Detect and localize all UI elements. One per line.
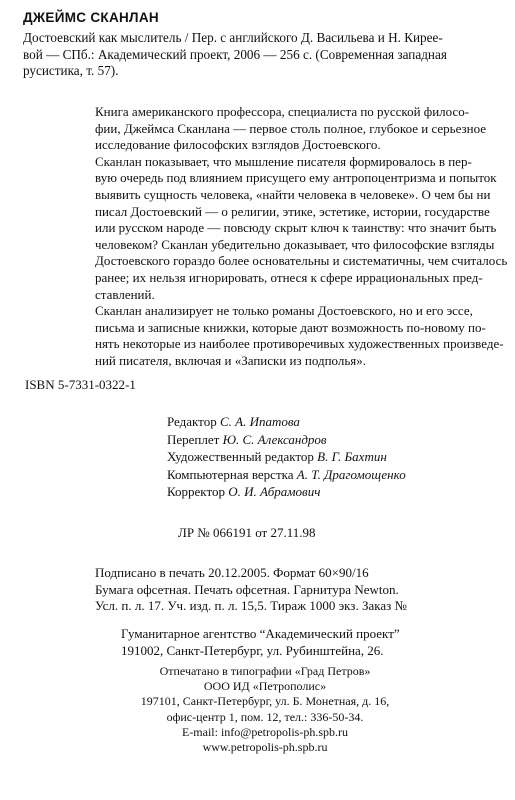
credit-name: Ю. С. Александров [222, 431, 327, 447]
annotation-line: или русском народе — повсюду скрыт ключ к таинству: что значит быть [95, 220, 497, 236]
annotation-line: вую очередь под влиянием присущего ему антропоцентризма и попыток [95, 170, 497, 186]
bib-line: русистика, т. 57). [23, 63, 119, 78]
credit-name: О. И. Абрамович [228, 484, 321, 499]
author-heading: ДЖЕЙМС СКАНЛАН [23, 10, 159, 25]
annotation-line: нять некоторые из наиболее противоречивых художественных произведе- [95, 336, 504, 352]
printing-house-info [120, 664, 410, 755]
credit-role: Редактор [167, 414, 217, 429]
printing-house-website: www.petropolis-ph.spb.ru [202, 740, 328, 755]
publisher-line: Гуманитарное агентство “Академический проект” [121, 626, 400, 641]
annotation-line: выявить сущность человека, «найти человека в человеке». О чем бы ни [95, 186, 491, 202]
printing-house-line: ООО ИД «Петрополис» [203, 679, 327, 694]
annotation-line: фии, Джеймса Сканлана — первое столь полное, глубокое и серьезное [95, 120, 487, 136]
credit-name: В. Г. Бахтин [317, 449, 387, 464]
annotation-line: ранее; их нельзя игнорировать, отнеся к сфере иррациональных пред- [95, 269, 483, 285]
bib-line: Достоевский как мыслитель / Пер. с английского Д. Васильева и Н. Кирее- [23, 30, 443, 45]
credit-row [167, 448, 406, 466]
credit-name: А. Т. Драгомощенко [296, 466, 406, 482]
annotation-line: Сканлан показывает, что мышление писателя формировалось в пер- [95, 153, 472, 169]
printing-house-line: офис-центр 1, пом. 12, тел.: 336-50-34. [166, 709, 364, 724]
annotation-line: ний писателя, включая и «Записки из подполья». [95, 352, 367, 368]
credit-row [167, 431, 406, 449]
credit-role: Компьютерная верстка [167, 466, 294, 482]
publisher-line: 191002, Санкт-Петербург, ул. Рубинштейна, 26. [121, 642, 384, 658]
print-line: Усл. п. л. 17. Уч. изд. п. л. 15,5. Тираж 1000 экз. Заказ № [95, 598, 407, 613]
credit-row [167, 466, 406, 484]
annotation-line: человеком? Сканлан убедительно доказывает, что философские взгляды [95, 236, 495, 252]
bib-line: вой — СПб.: Академический проект, 2006 — 256 с. (Современная западная [23, 46, 447, 62]
annotation-line: Сканлан анализирует не только романы Достоевского, но и его эссе, [95, 303, 473, 319]
credit-role: Художественный редактор [167, 449, 314, 464]
annotation-line: ставлений. [95, 286, 155, 302]
credit-role: Корректор [167, 484, 225, 499]
isbn: ISBN 5-7331-0322-1 [25, 377, 136, 392]
print-line: Подписано в печать 20.12.2005. Формат 60×90/16 [95, 565, 369, 580]
print-details [95, 565, 407, 615]
annotation-line: Достоевского гораздо более основательны и систематичны, чем считалось [95, 253, 508, 269]
bibliographic-record [23, 30, 493, 80]
annotation-line: письма и записные книжки, которые дают возможность по-новому по- [95, 319, 486, 335]
printing-house-line: 197101, Санкт-Петербург, ул. Б. Монетная, д. 16, [140, 694, 390, 709]
annotation-line: Книга американского профессора, специалиста по русской филосо- [95, 104, 470, 119]
printing-house-line: Отпечатано в типографии «Град Петров» [159, 664, 371, 678]
credit-name: С. А. Ипатова [219, 414, 300, 429]
credit-row [167, 483, 406, 501]
license-number: ЛР № 066191 от 27.11.98 [178, 525, 316, 540]
print-line: Бумага офсетная. Печать офсетная. Гарнитура Newton. [95, 581, 399, 597]
credit-row [167, 413, 406, 431]
printing-house-email: E-mail: info@petropolis-ph.spb.ru [181, 724, 349, 739]
annotation-line: писал Достоевский — о религии, этике, эстетике, истории, государстве [95, 203, 490, 219]
publisher-info [121, 626, 400, 659]
credit-role: Переплет [167, 431, 220, 447]
annotation [95, 104, 508, 370]
annotation-line: исследование философских взглядов Достоевского. [95, 137, 381, 153]
credits [167, 413, 406, 501]
